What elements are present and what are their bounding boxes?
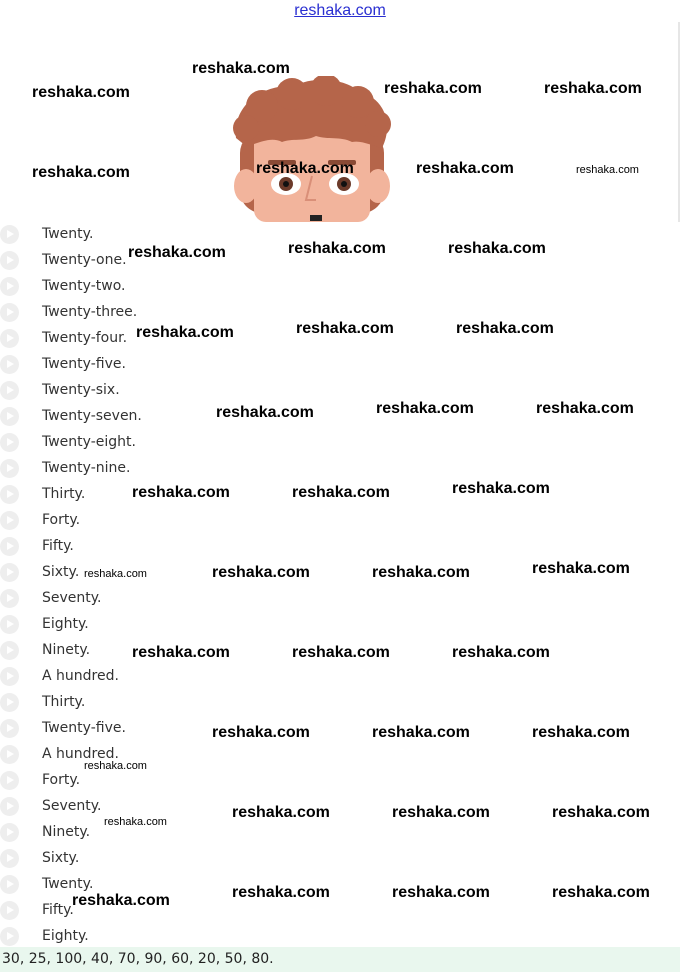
play-icon[interactable] bbox=[0, 459, 19, 478]
watermark-text: reshaka.com bbox=[232, 884, 330, 901]
watermark-text: reshaka.com bbox=[136, 324, 234, 341]
play-icon[interactable] bbox=[0, 823, 19, 842]
watermark-text: reshaka.com bbox=[104, 816, 167, 828]
watermark-text: reshaka.com bbox=[452, 480, 550, 497]
watermark-text: reshaka.com bbox=[192, 60, 290, 77]
watermark-text: reshaka.com bbox=[32, 84, 130, 101]
number-word: Eighty. bbox=[42, 928, 89, 944]
watermark-text: reshaka.com bbox=[232, 804, 330, 821]
watermark-text: reshaka.com bbox=[532, 724, 630, 741]
play-icon[interactable] bbox=[0, 771, 19, 790]
play-icon[interactable] bbox=[0, 797, 19, 816]
number-word: Seventy. bbox=[42, 590, 102, 606]
play-icon[interactable] bbox=[0, 225, 19, 244]
number-word: Fifty. bbox=[42, 902, 74, 918]
watermark-text: reshaka.com bbox=[256, 160, 354, 177]
play-icon[interactable] bbox=[0, 875, 19, 894]
list-item bbox=[0, 534, 680, 560]
watermark-text: reshaka.com bbox=[212, 564, 310, 581]
play-icon[interactable] bbox=[0, 641, 19, 660]
play-icon[interactable] bbox=[0, 485, 19, 504]
play-icon[interactable] bbox=[0, 303, 19, 322]
list-item bbox=[0, 690, 680, 716]
number-word: A hundred. bbox=[42, 668, 119, 684]
play-icon[interactable] bbox=[0, 719, 19, 738]
number-word: Twenty-five. bbox=[42, 356, 126, 372]
play-icon[interactable] bbox=[0, 329, 19, 348]
number-word: Sixty. bbox=[42, 564, 80, 580]
play-icon[interactable] bbox=[0, 433, 19, 452]
play-icon[interactable] bbox=[0, 667, 19, 686]
play-icon[interactable] bbox=[0, 511, 19, 530]
watermark-text: reshaka.com bbox=[32, 164, 130, 181]
watermark-text: reshaka.com bbox=[372, 564, 470, 581]
number-word: Fifty. bbox=[42, 538, 74, 554]
number-word: Forty. bbox=[42, 512, 81, 528]
watermark-text: reshaka.com bbox=[212, 724, 310, 741]
number-word: Twenty. bbox=[42, 876, 94, 892]
number-word: Sixty. bbox=[42, 850, 80, 866]
list-item bbox=[0, 820, 680, 846]
watermark-text: reshaka.com bbox=[296, 320, 394, 337]
play-icon[interactable] bbox=[0, 355, 19, 374]
watermark-text: reshaka.com bbox=[84, 760, 147, 772]
watermark-text: reshaka.com bbox=[392, 804, 490, 821]
play-icon[interactable] bbox=[0, 563, 19, 582]
watermark-text: reshaka.com bbox=[552, 884, 650, 901]
number-word: Twenty. bbox=[42, 226, 94, 242]
answer-bar bbox=[0, 947, 680, 972]
watermark-text: reshaka.com bbox=[416, 160, 514, 177]
play-icon[interactable] bbox=[0, 927, 19, 946]
number-word: Thirty. bbox=[42, 694, 86, 710]
number-word: Twenty-four. bbox=[42, 330, 128, 346]
watermark-text: reshaka.com bbox=[452, 644, 550, 661]
watermark-text: reshaka.com bbox=[532, 560, 630, 577]
watermark-text: reshaka.com bbox=[72, 892, 170, 909]
number-word: Thirty. bbox=[42, 486, 86, 502]
number-word: Twenty-eight. bbox=[42, 434, 136, 450]
watermark-text: reshaka.com bbox=[536, 400, 634, 417]
watermark-text: reshaka.com bbox=[372, 724, 470, 741]
watermark-text: reshaka.com bbox=[84, 568, 147, 580]
number-word: Forty. bbox=[42, 772, 81, 788]
watermark-text: reshaka.com bbox=[384, 80, 482, 97]
list-item bbox=[0, 430, 680, 456]
list-item bbox=[0, 352, 680, 378]
list-item bbox=[0, 508, 680, 534]
number-word: Ninety. bbox=[42, 824, 91, 840]
number-word: Twenty-three. bbox=[42, 304, 138, 320]
watermark-text: reshaka.com bbox=[292, 484, 390, 501]
site-link[interactable]: reshaka.com bbox=[294, 2, 386, 19]
watermark-text: reshaka.com bbox=[132, 644, 230, 661]
watermark-text: reshaka.com bbox=[132, 484, 230, 501]
list-item bbox=[0, 586, 680, 612]
watermark-text: reshaka.com bbox=[544, 80, 642, 97]
watermark-text: reshaka.com bbox=[288, 240, 386, 257]
number-word: Twenty-five. bbox=[42, 720, 126, 736]
play-icon[interactable] bbox=[0, 589, 19, 608]
watermark-text: reshaka.com bbox=[216, 404, 314, 421]
list-item bbox=[0, 456, 680, 482]
number-word: Twenty-nine. bbox=[42, 460, 131, 476]
play-icon[interactable] bbox=[0, 745, 19, 764]
watermark-text: reshaka.com bbox=[456, 320, 554, 337]
list-item bbox=[0, 274, 680, 300]
play-icon[interactable] bbox=[0, 849, 19, 868]
number-word: Eighty. bbox=[42, 616, 89, 632]
watermark-text: reshaka.com bbox=[392, 884, 490, 901]
number-word: Twenty-seven. bbox=[42, 408, 142, 424]
watermark-text: reshaka.com bbox=[292, 644, 390, 661]
number-word: Ninety. bbox=[42, 642, 91, 658]
play-icon[interactable] bbox=[0, 407, 19, 426]
number-word: A hundred. bbox=[42, 746, 119, 762]
list-item bbox=[0, 612, 680, 638]
watermark-text: reshaka.com bbox=[376, 400, 474, 417]
number-word: Seventy. bbox=[42, 798, 102, 814]
watermark-text: reshaka.com bbox=[552, 804, 650, 821]
play-icon[interactable] bbox=[0, 901, 19, 920]
play-icon[interactable] bbox=[0, 537, 19, 556]
answer-text: 30, 25, 100, 40, 70, 90, 60, 20, 50, 80. bbox=[2, 951, 274, 967]
number-word: Twenty-two. bbox=[42, 278, 126, 294]
boy-avatar-illustration bbox=[232, 76, 392, 222]
watermark-text: reshaka.com bbox=[448, 240, 546, 257]
play-icon[interactable] bbox=[0, 381, 19, 400]
watermark-text: reshaka.com bbox=[576, 164, 639, 176]
list-item bbox=[0, 846, 680, 872]
number-word: Twenty-six. bbox=[42, 382, 120, 398]
play-icon[interactable] bbox=[0, 251, 19, 270]
number-word: Twenty-one. bbox=[42, 252, 127, 268]
play-icon[interactable] bbox=[0, 693, 19, 712]
play-icon[interactable] bbox=[0, 615, 19, 634]
play-icon[interactable] bbox=[0, 277, 19, 296]
list-item bbox=[0, 664, 680, 690]
watermark-text: reshaka.com bbox=[128, 244, 226, 261]
